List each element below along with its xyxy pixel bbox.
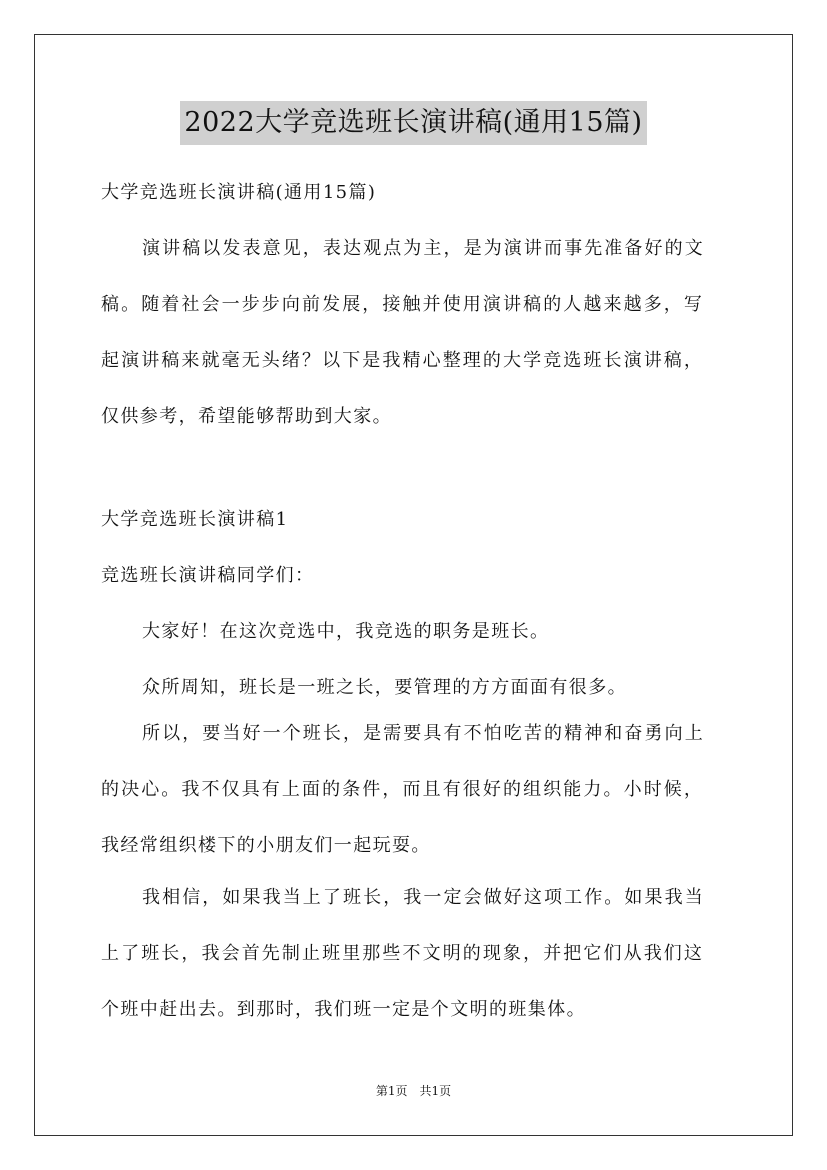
salutation-line: 竞选班长演讲稿同学们：	[101, 565, 315, 586]
paragraph-line: 演讲稿以发表意见，表达观点为主，是为演讲而事先准备好的文	[142, 238, 705, 259]
paragraph-line: 我经常组织楼下的小朋友们一起玩耍。	[101, 835, 431, 856]
title-container	[0, 101, 827, 145]
paragraph-line: 我相信，如果我当上了班长，我一定会做好这项工作。如果我当	[142, 887, 705, 908]
paragraph-line: 大家好！在这次竞选中，我竞选的职务是班长。	[142, 621, 550, 642]
page-footer	[0, 1083, 827, 1099]
page-number: 第1页 共1页	[375, 1084, 452, 1098]
paragraph-line: 众所周知，班长是一班之长，要管理的方方面面有很多。	[142, 677, 627, 698]
document-title: 2022大学竞选班长演讲稿(通用15篇)	[180, 101, 646, 145]
section-heading: 大学竞选班长演讲稿1	[101, 509, 289, 530]
subtitle-line: 大学竞选班长演讲稿(通用15篇)	[101, 182, 377, 203]
paragraph-line: 仅供参考，希望能够帮助到大家。	[101, 406, 392, 427]
paragraph-line: 起演讲稿来就毫无头绪？以下是我精心整理的大学竞选班长演讲稿，	[101, 350, 704, 371]
paragraph-line: 所以，要当好一个班长，是需要具有不怕吃苦的精神和奋勇向上	[142, 723, 705, 744]
paragraph-line: 个班中赶出去。到那时，我们班一定是个文明的班集体。	[101, 999, 586, 1020]
paragraph-line: 稿。随着社会一步步向前发展，接触并使用演讲稿的人越来越多，写	[101, 294, 704, 315]
paragraph-line: 上了班长，我会首先制止班里那些不文明的现象，并把它们从我们这	[101, 943, 704, 964]
paragraph-line: 的决心。我不仅具有上面的条件，而且有很好的组织能力。小时候，	[101, 779, 704, 800]
